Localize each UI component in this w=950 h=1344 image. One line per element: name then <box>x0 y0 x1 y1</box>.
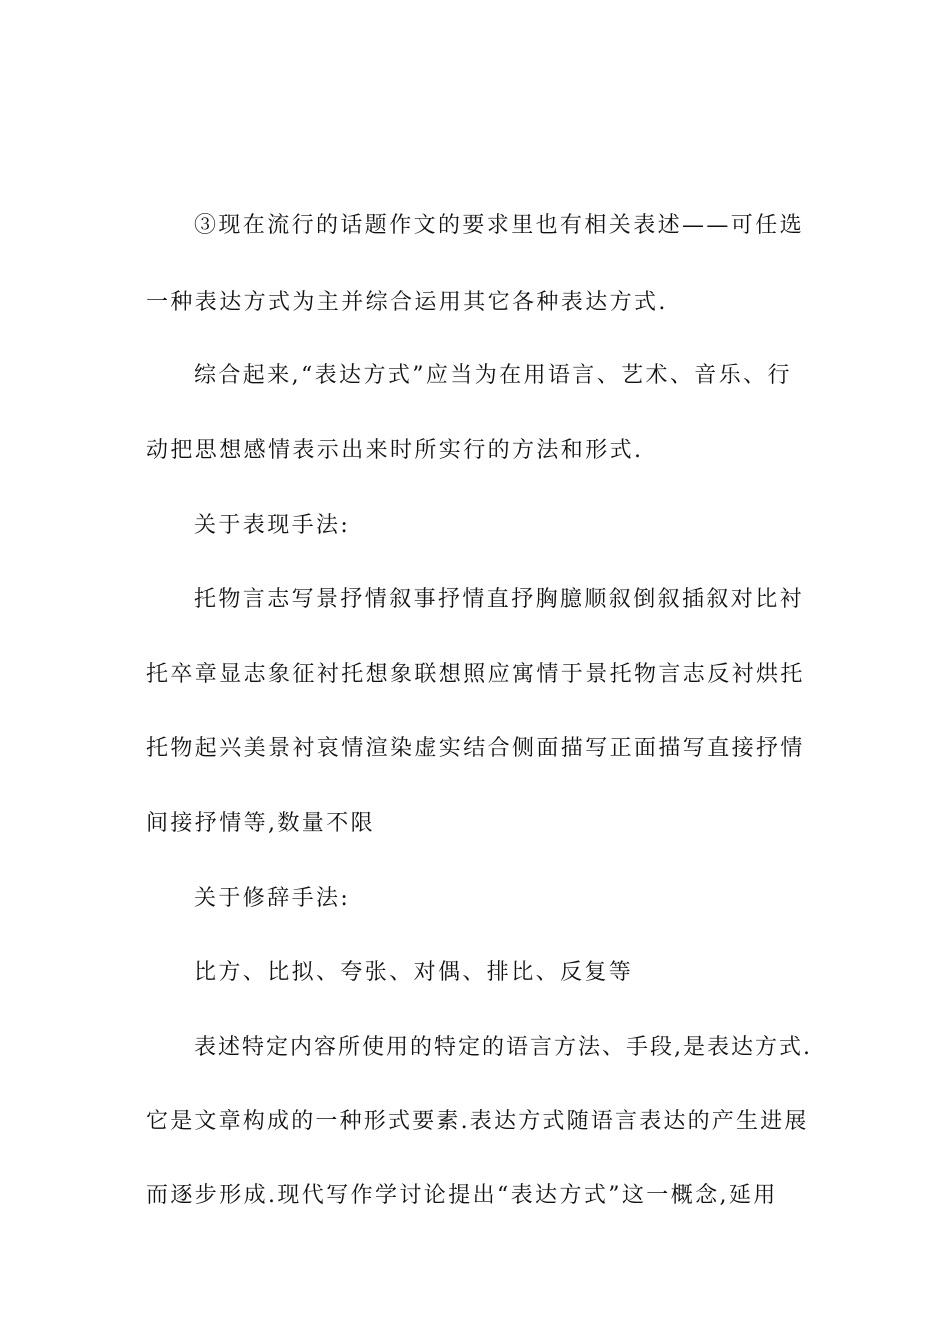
paragraph-line: 它是文章构成的一种形式要素.表达方式随语言表达的产生进展 <box>146 1109 809 1134</box>
paragraph-line: 托物言志写景抒情叙事抒情直抒胸臆顺叙倒叙插叙对比衬 <box>194 587 805 612</box>
paragraph-line: 而逐步形成.现代写作学讨论提出“表达方式”这一概念,延用 <box>146 1183 778 1208</box>
paragraph-line: 动把思想感情表示出来时所实行的方法和形式. <box>146 438 644 463</box>
paragraph-line: 托物起兴美景衬哀情渲染虚实结合侧面描写正面描写直接抒情 <box>146 736 805 761</box>
paragraph-line: 表述特定内容所使用的特定的语言方法、手段,是表达方式. <box>194 1035 812 1060</box>
paragraph-line: 一种表达方式为主并综合运用其它各种表达方式. <box>146 290 668 315</box>
paragraph-line: 综合起来,“表达方式”应当为在用语言、艺术、音乐、行 <box>194 363 792 388</box>
paragraph-line: ③现在流行的话题作文的要求里也有相关表述——可任选 <box>194 213 805 238</box>
section-heading: 关于修辞手法: <box>194 886 351 911</box>
section-heading: 关于表现手法: <box>194 513 351 538</box>
paragraph-line: 比方、比拟、夸张、对偶、排比、反复等 <box>194 960 634 985</box>
paragraph-line: 间接抒情等,数量不限 <box>146 811 375 836</box>
paragraph-line: 托卒章显志象征衬托想象联想照应寓情于景托物言志反衬烘托 <box>146 662 805 687</box>
